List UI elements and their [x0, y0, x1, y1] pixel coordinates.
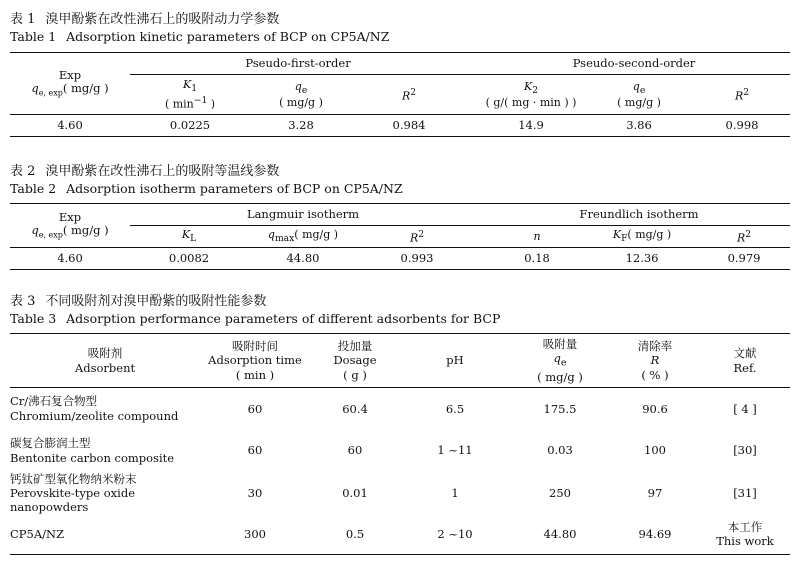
table3-cell-r: 94.69 — [638, 527, 672, 542]
table1-cell-exp: 4.60 — [57, 117, 83, 132]
table2-cell-kf: 12.36 — [625, 250, 659, 265]
table3-cell-dosage: 0.01 — [342, 485, 368, 500]
table2-group-langmuir — [130, 204, 476, 226]
table3-title-en: Adsorption performance parameters of different adsorbents for BCP — [66, 311, 501, 326]
table3-header-time-unit: ( min ) — [235, 367, 275, 382]
table3-header-ref — [700, 334, 790, 388]
table1-label-en: Table 1 — [10, 29, 57, 44]
table3-header-ph — [400, 334, 510, 388]
table3-header-adsorbent-en: Adsorbent — [74, 360, 136, 375]
table3-cell-time: 60 — [247, 443, 263, 458]
table3-cell-time: 60 — [247, 401, 263, 416]
table2-group-freundlich-label: Freundlich isotherm — [579, 206, 699, 221]
table3-cell-adsorbent — [10, 515, 200, 555]
table-row — [10, 388, 790, 430]
table3-adsorbent-cn: 钙钛矿型氧化物纳米粉末 — [10, 471, 137, 486]
table3-cell-ref: [30] — [733, 443, 757, 458]
table2 — [10, 203, 790, 270]
table2-cell-r2-1: 0.993 — [400, 250, 434, 265]
table1-exp-header — [10, 53, 130, 115]
table1-header-qe1: $q_e$ ( mg/g ) — [279, 79, 323, 109]
table1-cell-k2: 14.9 — [518, 117, 544, 132]
table3-header-dosage-cn: 投加量 — [337, 338, 373, 353]
table1-title-en: Adsorption kinetic parameters of BCP on CP5A/NZ — [66, 29, 390, 44]
table2-cell-exp: 4.60 — [57, 250, 83, 265]
table3-cell-adsorbent — [10, 472, 200, 515]
table3-cell-dosage: 60 — [347, 443, 363, 458]
table1-cell-qe2: 3.86 — [626, 117, 652, 132]
table3-adsorbent-en: Bentonite carbon composite — [10, 450, 175, 465]
table3-cell-q: 44.80 — [543, 527, 577, 542]
table3-header-r-unit: ( % ) — [641, 367, 669, 382]
table3-header-adsorbent — [10, 334, 200, 388]
table3-header-adsorbent-cn: 吸附剂 — [87, 346, 123, 361]
table1-exp-unit: $q_{e, exp}$( mg/g ) — [31, 81, 109, 98]
table3-header-q-unit: ( mg/g ) — [537, 369, 583, 384]
table3-adsorbent-cn: 碳复合膨润土型 — [10, 436, 91, 451]
table2-header-kl: $K_L$ — [181, 228, 197, 245]
table1-group-pso — [466, 53, 790, 75]
table2-title-cn: 溴甲酚紫在改性沸石上的吸附等温线参数 — [45, 164, 280, 179]
table3-cell-q: 250 — [549, 485, 571, 500]
table3-cell-ph: 2 ~10 — [437, 527, 473, 542]
table1-caption-en — [10, 29, 389, 44]
table2-label-en: Table 2 — [10, 181, 57, 196]
table3-ref-en: This work — [716, 534, 774, 549]
table3-header-dosage-en: Dosage — [333, 353, 377, 368]
table3-label-cn: 表 3 — [10, 294, 36, 309]
table3-header-ph-label: pH — [446, 353, 464, 368]
table2-header-qmax: $q_{max}$( mg/g ) — [267, 228, 339, 245]
table3-cell-time: 30 — [247, 485, 263, 500]
table3-header-ref-en: Ref. — [733, 360, 757, 375]
table2-group-langmuir-label: Langmuir isotherm — [246, 206, 360, 221]
table3-header-dosage-unit: ( g ) — [343, 367, 367, 382]
table3-ref-cn: 本工作 — [727, 520, 763, 534]
table3-header-r-cn: 清除率 — [637, 338, 673, 353]
table2-caption-cn — [10, 160, 279, 179]
table2-header-n: n — [533, 229, 541, 243]
table2-label-cn: 表 2 — [10, 164, 36, 179]
table3-cell-q: 175.5 — [543, 401, 577, 416]
table-row — [10, 515, 790, 555]
table2-exp-label: Exp — [58, 209, 82, 224]
table-row — [10, 248, 790, 270]
table2-exp-header — [10, 204, 130, 248]
table1-cell-r2-1: 0.984 — [392, 117, 426, 132]
table3-cell-time: 300 — [244, 527, 266, 542]
table2-cell-r2-2: 0.979 — [727, 250, 761, 265]
table1-header-k2: $K_2$ ( g/( mg · min ) ) — [485, 79, 577, 109]
table2-cell-n: 0.18 — [524, 250, 550, 265]
table3-cell-ph: 6.5 — [445, 401, 465, 416]
table3-adsorbent-en: Chromium/zeolite compound — [10, 408, 179, 423]
table3-header-ref-cn: 文献 — [733, 346, 757, 361]
table1-cell-k1: 0.0225 — [169, 117, 211, 132]
table2-cell-kl: 0.0082 — [168, 250, 210, 265]
table2-header-kf: $K_F$( mg/g ) — [612, 228, 672, 245]
table1-header-r2-1: $R^2$ — [401, 86, 417, 103]
table1-header-r2-2: $R^2$ — [734, 86, 750, 103]
table3-cell-ref — [700, 515, 790, 555]
table1-header-qe2: $q_e$ ( mg/g ) — [617, 79, 661, 109]
table3-cell-q: 0.03 — [547, 443, 573, 458]
table3-header-time-cn: 吸附时间 — [232, 338, 278, 353]
table1-group-pfo-label: Pseudo-first-order — [245, 55, 351, 70]
table3-header-time — [200, 334, 310, 388]
table3-cell-r: 90.6 — [642, 401, 668, 416]
table-row — [10, 430, 790, 472]
table1-label-cn: 表 1 — [10, 12, 36, 27]
table2-exp-unit: $q_{e, exp}$( mg/g ) — [31, 223, 109, 240]
table1-header-k1: $K_1$ ( $\min^{-1}$ ) — [164, 78, 216, 111]
table3-adsorbent-cn: CP5A/NZ — [10, 527, 65, 542]
table-row — [10, 115, 790, 137]
table1 — [10, 52, 790, 137]
table3-header-q-cn: 吸附量 — [542, 336, 578, 351]
table3-cell-ref: [31] — [733, 485, 757, 500]
table1-cell-qe1: 3.28 — [288, 117, 314, 132]
table3-cell-r: 100 — [644, 443, 666, 458]
table1-cell-r2-2: 0.998 — [725, 117, 759, 132]
table3-adsorbent-cn: Cr/沸石复合物型 — [10, 394, 98, 409]
table3-caption-cn — [10, 290, 266, 309]
table2-caption-en — [10, 181, 403, 196]
table2-header-r2-1: $R^2$ — [409, 228, 425, 245]
table3-header-time-en: Adsorption time — [208, 353, 302, 368]
table3-title-cn: 不同吸附剂对溴甲酚紫的吸附性能参数 — [45, 294, 267, 309]
table3-header-r — [610, 334, 700, 388]
table2-group-freundlich — [476, 204, 790, 226]
table3-cell-dosage: 0.5 — [345, 527, 365, 542]
table3-adsorbent-en: Perovskite-type oxide nanopowders — [10, 485, 136, 515]
table-row — [10, 472, 790, 515]
table3-header-dosage — [310, 334, 400, 388]
table3-cell-adsorbent — [10, 430, 200, 472]
table2-cell-qmax: 44.80 — [286, 250, 320, 265]
table1-exp-label: Exp — [58, 67, 82, 82]
table3-caption-en — [10, 311, 500, 326]
table2-title-en: Adsorption isotherm parameters of BCP on CP5A/NZ — [66, 181, 403, 196]
table2-header-r2-2: $R^2$ — [736, 228, 752, 245]
table3-cell-dosage: 60.4 — [342, 401, 368, 416]
table3-cell-ph: 1 — [451, 485, 459, 500]
table1-group-pso-label: Pseudo-second-order — [572, 55, 696, 70]
table3 — [10, 333, 790, 555]
table3-cell-adsorbent — [10, 388, 200, 430]
table3-header-q-symbol: $q_e$ — [553, 351, 567, 369]
table1-group-pfo — [130, 53, 466, 75]
table3-cell-r: 97 — [647, 485, 663, 500]
table1-caption-cn — [10, 8, 279, 27]
table1-title-cn: 溴甲酚紫在改性沸石上的吸附动力学参数 — [45, 12, 280, 27]
table3-header-r-symbol: R — [650, 353, 660, 368]
table3-header-q — [510, 334, 610, 388]
table3-cell-ph: 1 ~11 — [437, 443, 473, 458]
table3-cell-ref: [ 4 ] — [733, 401, 757, 416]
table3-label-en: Table 3 — [10, 311, 57, 326]
